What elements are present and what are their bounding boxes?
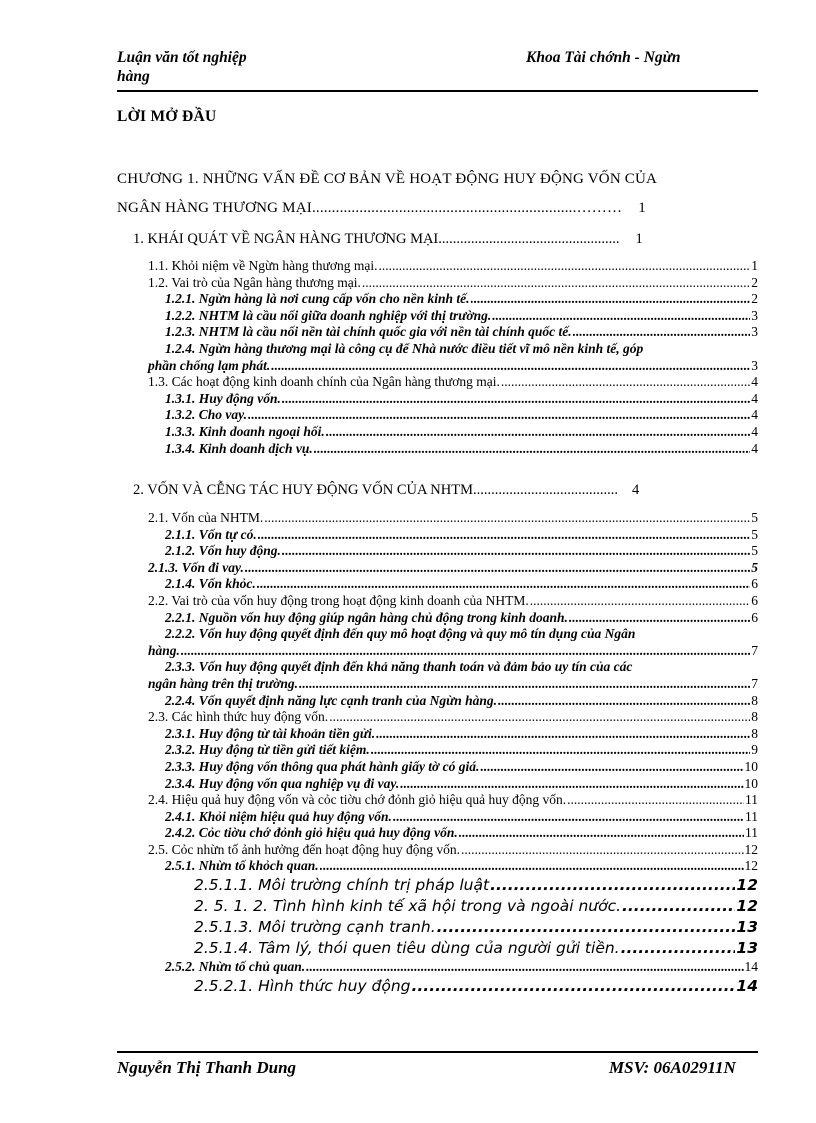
toc-leader	[314, 441, 750, 458]
toc-leader	[569, 610, 750, 627]
toc-page-number: 3	[751, 307, 758, 323]
toc-entry-text: 2.1.2. Vốn huy động.	[165, 543, 281, 559]
toc-entry[interactable]	[148, 809, 758, 826]
toc-entry-text: 1.2.1. Ngừn hàng là nơi cung cấp vốn cho nền kinh tế.	[165, 291, 470, 307]
toc-entry-text: 2.5.2.1. Hình thức huy động	[194, 976, 411, 995]
header-right: Khoa Tài chớnh - Ngừn	[526, 49, 681, 66]
toc-entry-text: 2.3.1. Huy động từ tài khoản tiền gửi.	[165, 725, 376, 741]
section-2-label: 2. VỐN VÀ CỄNG TÁC HUY ĐỘNG VỐN CỦA NHTM.	[133, 482, 477, 498]
toc-leader	[567, 792, 744, 809]
toc-entry-text: 2.4. Hiệu quả huy động vốn và cỏc tiờu chớ đỏnh giỏ hiệu quả huy động vốn.	[148, 792, 567, 808]
toc-entry[interactable]	[148, 291, 758, 308]
toc-page-number: 14	[736, 976, 758, 995]
footer-left: Nguyễn Thị Thanh Dung	[117, 1058, 297, 1077]
toc-entry-text: 2.1.3. Vốn đi vay.	[148, 559, 244, 575]
toc-entry[interactable]	[148, 742, 758, 759]
toc-leader	[530, 593, 751, 610]
toc-entry-text: 2.3.4. Huy động vốn qua nghiệp vụ đi vay.	[165, 775, 400, 791]
toc-leader	[282, 391, 750, 408]
toc-leader	[461, 842, 744, 859]
toc-entry-text: 2.3.3. Huy động vốn thông qua phát hành giấy tờ có giá.	[165, 758, 480, 774]
chapter-page: 1	[638, 200, 646, 216]
toc-part-1	[148, 258, 758, 457]
chapter-line2	[117, 200, 737, 217]
section-2-page: 4	[631, 482, 640, 498]
toc-page-number: 5	[751, 510, 758, 525]
toc-entry[interactable]	[148, 759, 758, 776]
page-title: LỜI MỞ ĐẦU	[117, 108, 217, 125]
toc-page-number: 1	[751, 258, 758, 273]
section-1-label: 1. KHÁI QUÁT VỀ NGÂN HÀNG THƯƠNG MẠI	[133, 231, 439, 247]
toc-page-number: 6	[751, 592, 758, 608]
toc-leader	[282, 543, 750, 560]
toc-leader	[376, 726, 750, 743]
toc-entry-text: 2.2.2. Vốn huy động quyết định đến quy mô hoạt động và quy mô tín dụng của Ngân	[165, 626, 636, 642]
chapter-line2-text: NGÂN HÀNG THƯƠNG MẠI	[117, 200, 312, 216]
toc-leader	[306, 959, 743, 976]
toc-page-number: 7	[751, 675, 758, 691]
toc-entry-text: 2.5. Cỏc nhừn tố ảnh hưởng đến hoạt động huy động vốn.	[148, 841, 460, 857]
toc-entry-text: 2.1.1. Vốn tự có.	[165, 526, 257, 542]
toc-entry[interactable]	[148, 275, 758, 292]
toc-entry[interactable]	[148, 441, 758, 458]
toc-entry-text: 1.2.2. NHTM là cầu nối giữa doanh nghiệp với thị trường.	[165, 307, 492, 323]
toc-page-number: 12	[736, 876, 758, 895]
toc-entry-text: 2.1. Vốn của NHTM.	[148, 510, 264, 525]
toc-leader	[258, 527, 751, 544]
toc-leader	[326, 424, 750, 441]
toc-leader	[264, 510, 750, 527]
toc-entry-text: 1.2.3. NHTM là cầu nối nền tài chính quốc gia với nền tài chính quốc tế.	[165, 324, 572, 340]
toc-entry[interactable]	[148, 726, 758, 743]
toc-entry[interactable]	[148, 709, 758, 726]
toc-leader	[320, 858, 744, 875]
toc-leader	[271, 358, 750, 375]
toc-page-number: 13	[736, 939, 758, 958]
toc-leader	[480, 759, 743, 776]
section-2-leader: .......................................	[476, 482, 618, 498]
toc-entry[interactable]	[148, 560, 758, 577]
toc-entry-text: 1.3. Các hoạt động kinh doanh chính của Ngân hàng thương mại.	[148, 374, 500, 390]
toc-entry[interactable]	[148, 407, 758, 424]
toc-entry[interactable]	[148, 825, 758, 842]
toc-page-number: 6	[751, 576, 758, 592]
toc-page-number: 2	[751, 274, 758, 290]
toc-entry[interactable]	[148, 510, 758, 527]
toc-page-number: 9	[751, 742, 758, 758]
toc-page-number: 12	[744, 858, 758, 874]
header-left-line2: hàng	[117, 68, 150, 85]
toc-leader	[248, 407, 750, 424]
toc-page-number: 4	[751, 423, 758, 439]
toc-part-2	[148, 510, 758, 997]
toc-leader	[621, 938, 736, 959]
toc-entry[interactable]	[148, 374, 758, 391]
toc-leader	[437, 917, 736, 938]
toc-entry[interactable]	[148, 341, 758, 374]
toc-entry-text: 1.2.4. Ngừn hàng thương mại là công cụ để Nhà nước điều tiết vĩ mô nền kinh tế, góp	[165, 340, 644, 356]
toc-entry-text: 1.1. Khỏi niệm về Ngừn hàng thương mại.	[148, 258, 378, 273]
toc-entry-text: 2.5.1. Nhừn tố khỏch quan.	[165, 858, 319, 874]
toc-page-number: 2	[751, 291, 758, 307]
toc-page-number: 8	[751, 725, 758, 741]
toc-leader	[471, 291, 751, 308]
toc-entry-text: 2.2. Vai trò của vốn huy động trong hoạt động kinh doanh của NHTM.	[148, 592, 529, 608]
toc-page-number: 10	[744, 775, 758, 791]
toc-entry-text: 2. 5. 1. 2. Tình hình kinh tế xã hội trong và ngoài nước.	[194, 897, 622, 916]
toc-entry-text: 2.5.1.1. Môi trường chính trị pháp luật	[194, 876, 490, 895]
toc-entry[interactable]	[148, 896, 758, 917]
toc-entry-text: 2.1.4. Vốn khỏc.	[165, 576, 256, 592]
toc-entry-text: 1.3.4. Kinh doanh dịch vụ.	[165, 440, 313, 456]
toc-page-number: 6	[751, 609, 758, 625]
toc-page-number: 5	[751, 559, 758, 575]
toc-leader	[498, 693, 750, 710]
toc-page-number: 8	[751, 709, 758, 725]
toc-page-number: 11	[745, 808, 758, 824]
toc-entry[interactable]	[148, 976, 758, 997]
toc-entry[interactable]	[148, 875, 758, 896]
toc-leader	[393, 809, 744, 826]
toc-entry[interactable]	[148, 693, 758, 710]
toc-entry-continuation: hàng.	[148, 642, 180, 658]
toc-entry-text: 2.2.4. Vốn quyết định năng lực cạnh tranh của Ngừn hàng.	[165, 692, 498, 708]
toc-entry[interactable]	[148, 424, 758, 441]
section-2-heading	[133, 480, 743, 500]
toc-entry-text: 2.3.3. Vốn huy động quyết định đến khả năng thanh toán và đảm bảo uy tín của các	[165, 659, 633, 675]
toc-leader	[459, 825, 744, 842]
toc-entry[interactable]	[148, 593, 758, 610]
toc-entry[interactable]	[148, 308, 758, 325]
toc-entry[interactable]	[148, 917, 758, 938]
toc-leader	[329, 709, 750, 726]
toc-leader	[371, 742, 750, 759]
toc-page-number: 5	[751, 543, 758, 559]
header-rule	[117, 90, 758, 92]
toc-page-number: 8	[751, 692, 758, 708]
toc-entry[interactable]	[148, 527, 758, 544]
toc-page-number: 12	[736, 897, 758, 916]
toc-page-number: 3	[751, 324, 758, 340]
toc-entry-text: 1.3.3. Kinh doanh ngoại hối.	[165, 423, 325, 439]
toc-entry-text: 1.3.1. Huy động vốn.	[165, 390, 281, 406]
toc-page-number: 7	[751, 642, 758, 658]
toc-entry-text: 2.3. Các hình thức huy động vốn.	[148, 709, 329, 725]
toc-entry[interactable]	[148, 626, 758, 659]
toc-leader	[245, 560, 750, 577]
footer-right: MSV: 06A02911N	[609, 1058, 736, 1077]
toc-page-number: 4	[751, 390, 758, 406]
toc-entry-text: 2.2.1. Nguồn vốn huy động giúp ngân hàng chủ động trong kinh doanh.	[165, 609, 568, 625]
toc-leader	[490, 875, 735, 896]
header-left-line1: Luận văn tốt nghiệp	[117, 49, 247, 66]
toc-entry-continuation: ngân hàng trên thị trường.	[148, 675, 299, 691]
toc-leader	[573, 324, 751, 341]
toc-leader	[181, 643, 750, 660]
toc-page-number: 13	[736, 918, 758, 937]
toc-page-number: 14	[744, 959, 758, 975]
toc-entry[interactable]	[148, 858, 758, 875]
toc-entry-text: 2.4.2. Cỏc tiờu chớ đỏnh giỏ hiệu quả huy động vốn.	[165, 825, 458, 841]
toc-entry-text: 2.3.2. Huy động từ tiền gửi tiết kiệm.	[165, 742, 370, 758]
toc-entry-continuation: phần chống lạm phát.	[148, 357, 271, 373]
toc-entry-text: 2.5.2. Nhừn tố chủ quan.	[165, 959, 306, 975]
toc-entry-text: 2.5.1.4. Tâm lý, thói quen tiêu dùng của người gửi tiền.	[194, 939, 620, 958]
toc-entry[interactable]	[148, 576, 758, 593]
section-1-heading	[133, 229, 733, 249]
toc-entry[interactable]	[148, 842, 758, 859]
toc-page-number: 3	[751, 357, 758, 373]
toc-leader	[400, 776, 743, 793]
toc-entry[interactable]	[148, 959, 758, 976]
toc-entry[interactable]	[148, 543, 758, 560]
toc-entry-text: 2.4.1. Khỏi niệm hiệu quả huy động vốn.	[165, 808, 392, 824]
toc-leader	[412, 976, 736, 997]
toc-leader	[501, 374, 750, 391]
toc-leader	[362, 275, 750, 292]
chapter-line1: CHƯƠNG 1. NHỮNG VẤN ĐỀ CƠ BẢN VỀ HOẠT ĐỘNG HUY ĐỘNG VỐN CỦA	[117, 171, 658, 187]
chapter-line2-leader: ...................................................................………	[311, 200, 623, 216]
toc-page-number: 4	[751, 440, 758, 456]
toc-page-number: 11	[745, 825, 758, 841]
toc-entry[interactable]	[148, 659, 758, 692]
footer-rule	[117, 1051, 758, 1053]
toc-entry-text: 1.3.2. Cho vay.	[165, 407, 247, 423]
toc-entry-text: 1.2. Vai trò của Ngân hàng thương mại.	[148, 274, 361, 290]
toc-page-number: 10	[744, 758, 758, 774]
section-1-leader: ..................................................	[438, 231, 620, 247]
toc-entry[interactable]	[148, 391, 758, 408]
toc-page-number: 12	[744, 841, 758, 857]
toc-leader	[379, 258, 751, 275]
toc-entry-text: 2.5.1.3. Môi trường cạnh tranh.	[194, 918, 436, 937]
toc-leader	[299, 676, 750, 693]
toc-page-number: 4	[751, 407, 758, 423]
toc-page-number: 11	[745, 792, 758, 808]
toc-entry[interactable]	[148, 324, 758, 341]
toc-leader	[622, 896, 735, 917]
toc-entry[interactable]	[148, 792, 758, 809]
toc-entry[interactable]	[148, 938, 758, 959]
toc-entry[interactable]	[148, 258, 758, 275]
toc-leader	[257, 576, 750, 593]
toc-entry[interactable]	[148, 610, 758, 627]
toc-leader	[492, 308, 750, 325]
section-1-page: 1	[635, 231, 643, 247]
toc-entry[interactable]	[148, 776, 758, 793]
toc-page-number: 4	[751, 374, 758, 390]
toc-page-number: 5	[751, 526, 758, 542]
